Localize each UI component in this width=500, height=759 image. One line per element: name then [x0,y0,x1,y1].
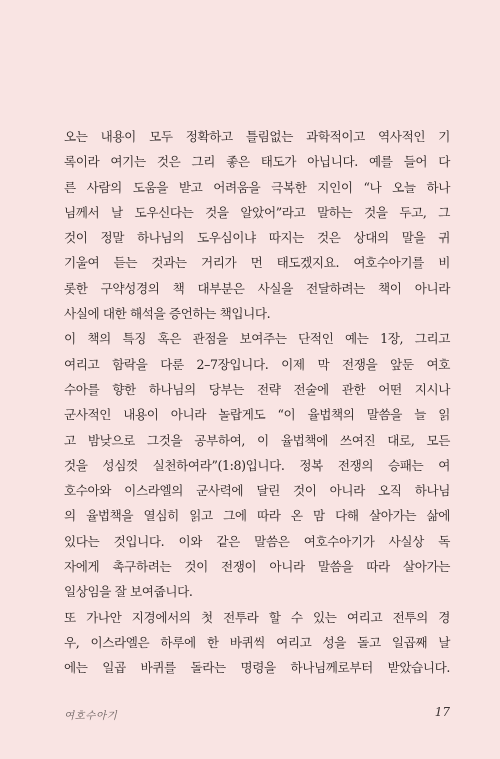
text-line: 우, 이스라엘은 하루에 한 바퀴씩 여리고 성을 돌고 일곱째 날 [64,634,450,650]
text-line: 고 밤낮으로 그것을 공부하여, 이 율법책에 쓰여진 대로, 모든 [64,432,450,448]
text-line: 군사적인 내용이 아니라 놀랍게도 “이 율법책의 말씀을 늘 읽 [64,407,450,423]
text-line: 자에게 촉구하려는 것이 전쟁이 아니라 말씀을 따라 살아가는 [64,559,450,575]
text-line: 일상임을 잘 보여줍니다. [64,584,193,600]
text-line: 오는 내용이 모두 정확하고 틀림없는 과학적이고 역사적인 기 [64,129,450,144]
text-line: 여리고 함락을 다룬 2–7장입니다. 이제 막 전쟁을 앞둔 여호 [64,356,450,372]
text-line: 에는 일곱 바퀴를 돌라는 명령을 하나님께로부터 받았습니다. [64,660,450,676]
text-line: 있다는 것입니다. 이와 같은 말씀은 여호수아기가 사실상 독 [64,533,450,549]
text-line: 롯한 구약성경의 책 대부분은 사실을 전달하려는 책이 아니라 [64,280,450,296]
text-line: 의 율법책을 열심히 읽고 그에 따라 온 맘 다해 살아가는 삶에 [64,508,450,524]
text-line: 것이 정말 하나님의 도우심이냐 따지는 것은 상대의 말을 귀 [64,230,450,246]
text-line: 님께서 날 도우신다는 것을 알았어”라고 말하는 것을 두고, 그 [64,204,450,220]
text-line: 록이라 여기는 것은 그리 좋은 태도가 아닙니다. 예를 들어 다 [64,154,450,170]
text-line: 것을 성심껏 실천하여라”(1:8)입니다. 정복 전쟁의 승패는 여 [64,457,450,473]
page-number: 17 [434,705,450,719]
text-line: 수아를 향한 하나님의 당부는 전략 전술에 관한 어떤 지시나 [64,381,450,397]
text-line: 또 가나안 지경에서의 첫 전투라 할 수 있는 여리고 전투의 경 [64,609,450,625]
body-text [64,124,450,681]
text-line: 른 사람의 도움을 받고 어려움을 극복한 지인이 “나 오늘 하나 [64,179,450,195]
running-footer-title: 여호수아기 [64,710,118,722]
text-line: 호수아와 이스라엘의 군사력에 달린 것이 아니라 오직 하나님 [64,483,450,499]
text-line: 기울여 듣는 것과는 거리가 먼 태도겠지요. 여호수아기를 비 [64,255,450,271]
text-line: 사실에 대한 해석을 증언하는 책입니다. [64,306,271,322]
text-line: 이 책의 특징 혹은 관점을 보여주는 단적인 예는 1장, 그리고 [64,331,450,347]
